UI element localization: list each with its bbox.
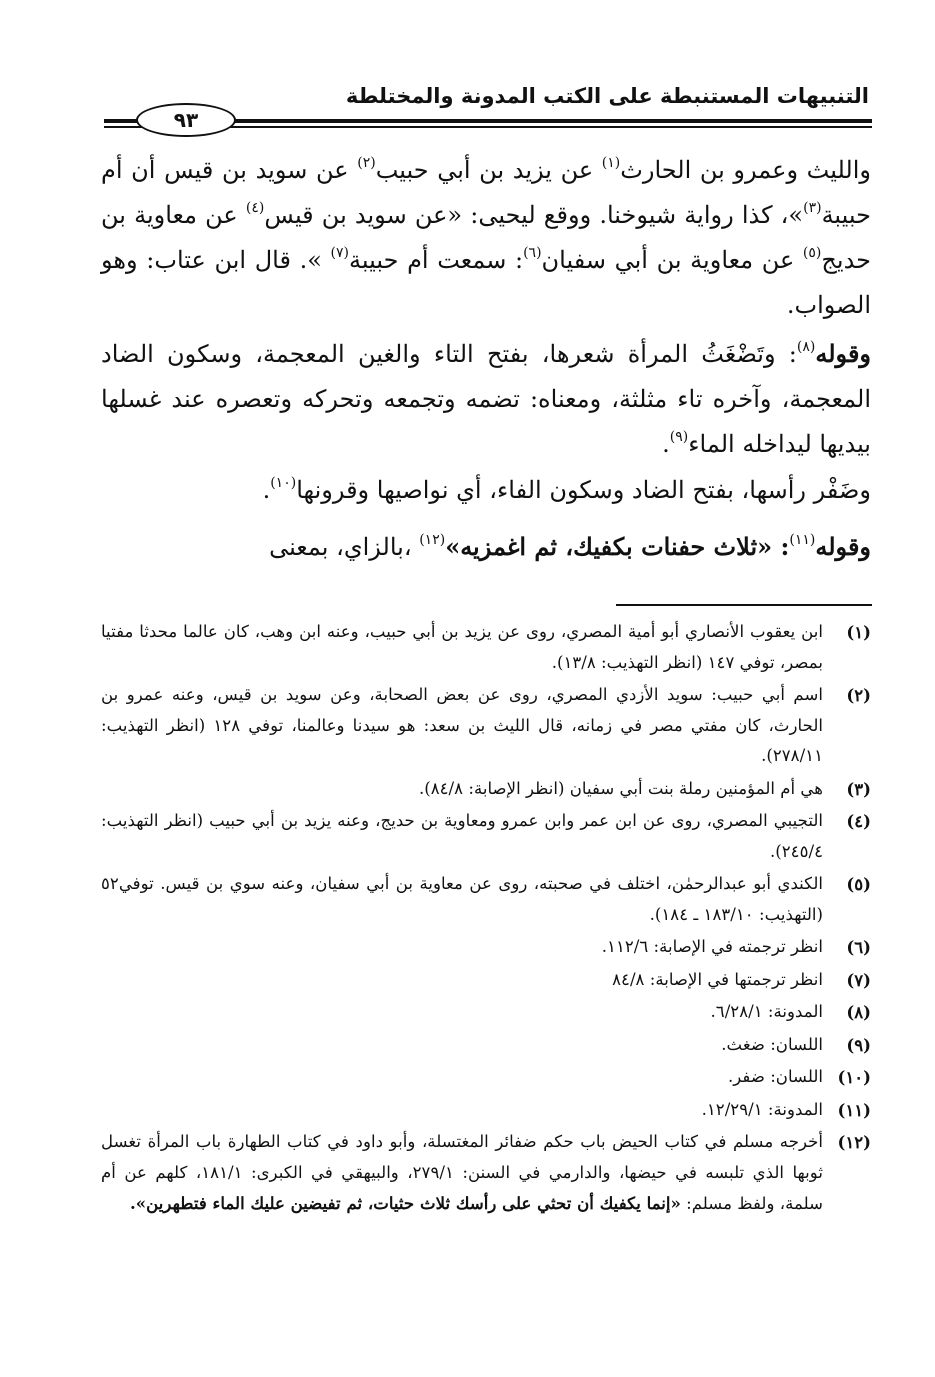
footnote-number: (٢) (846, 685, 871, 705)
footnote-ref[interactable]: (٦) (523, 245, 542, 261)
paragraph-4 (101, 524, 871, 570)
footnote-11 (101, 1095, 871, 1126)
text: عن يزيد بن أبي حبيب (375, 156, 602, 184)
text: . (262, 476, 271, 504)
footnote-text: المدونة: ١٢/٢٩/١. (701, 1099, 823, 1119)
text: : سمعت أم حبيبة (349, 246, 524, 274)
footnote-text: المدونة: ٦/٢٨/١. (710, 1002, 823, 1021)
footnote-ref[interactable]: (١) (601, 155, 621, 171)
paragraph-1 (101, 148, 871, 328)
footnote-text: انظر ترجمتها في الإصابة: ٨٤/٨ (612, 969, 823, 989)
footnote-4 (101, 806, 871, 867)
footnote-ref[interactable]: (١١) (789, 532, 816, 548)
text: عن سويد بن قيس أن أم حبيبة (101, 156, 871, 229)
footnote-number: (٧) (846, 969, 871, 990)
footnote-ref[interactable]: (٧) (330, 245, 349, 261)
footnote-text: اسم أبي حبيب: سويد الأزدي المصري، روى عن بعض الصحابة، وعن سويد بن قيس، وعنه عمرو بن الحارث، كان مفتي مصر في زمانه، قال الليث بن سعد: هو سيدنا وعالمنا، توفي ١٢٨ (انظر التهذيب: ٢٧٨/١١). (101, 685, 823, 765)
paragraph-2 (101, 331, 871, 467)
footnote-quote: «إنما يكفيك أن تحثي على رأسك ثلاث حثيات، ثم تفيضين عليك الماء فتطهرين». (130, 1193, 681, 1213)
footnote-number: (٥) (846, 874, 871, 894)
footnote-ref[interactable]: (١٠) (270, 475, 297, 491)
footnote-5 (101, 869, 871, 930)
footnote-number: (٤) (846, 811, 871, 831)
footnote-ref[interactable]: (٨) (796, 339, 816, 355)
footnote-9 (101, 1030, 871, 1061)
text: وضَفْر رأسها، بفتح الضاد وسكون الفاء، أي نواصيها وقرونها (296, 476, 871, 504)
text: والليث وعمرو بن الحارث (620, 156, 872, 184)
footnote-number: (٦) (846, 937, 871, 957)
text: ». قال ابن عتاب: وهو الصواب. (101, 246, 871, 319)
text: ،بالزاي، بمعنى (269, 533, 420, 561)
quoted-hadith: : «ثلاث حفنات بكفيك، ثم اغمزيه» (445, 532, 790, 561)
footnote-text: انظر ترجمته في الإصابة: ١١٢/٦. (601, 937, 823, 956)
footnotes (101, 617, 871, 1222)
footnote-10 (101, 1062, 871, 1093)
footnote-ref[interactable]: (٥) (802, 245, 822, 261)
footnote-1 (101, 617, 871, 678)
footnote-ref[interactable]: (١٢) (419, 532, 446, 548)
text: عن معاوية بن أبي سفيان (541, 246, 803, 274)
page-number-badge (136, 103, 236, 137)
text: »، كذا رواية شيوخنا. ووقع ليحيى: «عن سويد بن قيس (264, 201, 804, 229)
footnote-ref[interactable]: (٣) (803, 200, 822, 216)
footnote-7 (101, 965, 871, 996)
footnote-number: (١٢) (837, 1132, 871, 1152)
footnote-text: هي أم المؤمنين رملة بنت أبي سفيان (انظر الإصابة: ٨٤/٨). (418, 778, 823, 798)
footnote-ref[interactable]: (٤) (245, 200, 265, 216)
footnote-number: (١٠) (837, 1067, 871, 1087)
running-title: التنبيهات المستنبطة على الكتب المدونة والمختلطة (345, 84, 869, 108)
footnote-number: (١١) (837, 1099, 871, 1120)
footnote-6 (101, 932, 871, 963)
footnote-text: ابن يعقوب الأنصاري أبو أمية المصري، روى عن يزيد بن أبي حبيب، وعنه ابن وهب، كان عالما محدثا مفتيا بمصر، توفي ١٤٧ (انظر التهذيب: ١٣/٨). (101, 622, 823, 672)
text: . (662, 430, 670, 458)
footnote-ref[interactable]: (٩) (669, 429, 689, 445)
footnote-text: اللسان: ضغث. (721, 1034, 823, 1054)
lead-word: وقوله (815, 339, 871, 368)
footnote-2 (101, 680, 871, 772)
footnote-separator (616, 604, 872, 606)
paragraph-3 (101, 468, 871, 513)
footnote-number: (٩) (846, 1034, 871, 1055)
footnote-12 (101, 1127, 871, 1220)
footnote-3 (101, 774, 871, 805)
footnote-ref[interactable]: (٢) (357, 155, 376, 171)
footnote-text: التجيبي المصري، روى عن ابن عمر وابن عمرو ومعاوية بن حديج، وعنه يزيد بن أبي حبيب (انظر التهذيب: ٢٤٥/٤). (101, 811, 823, 861)
footnote-text (101, 1127, 823, 1220)
footnote-8 (101, 997, 871, 1028)
footnote-text: اللسان: ضفر. (728, 1067, 823, 1086)
footnote-text-body: أخرجه مسلم في كتاب الحيض باب حكم ضفائر المغتسلة، وأبو داود في كتاب الطهارة باب المرأة تغسل ثوبها الذي تلبسه في حيضها، والدارمي في السنن: ٢٧٩/١، والبيهقي في الكبرى: ١٨١/١، كلهم عن أم سلمة، ولفظ مسلم: (101, 1132, 823, 1213)
text: : وتَضْغَثُ المرأة شعرها، بفتح التاء والغين المعجمة، وسكون الضاد المعجمة، وآخره تاء مثلثة، ومعناه: تضمه وتجمعه وتحركه وتعصره عند غسلها بيديها ليداخله الماء (101, 340, 871, 458)
footnote-number: (١) (846, 622, 871, 642)
page-number: ٩٣ (173, 108, 199, 132)
text: عن معاوية بن حديج (101, 201, 871, 274)
footnote-number: (٣) (846, 778, 871, 799)
lead-word: وقوله (815, 532, 871, 561)
footnote-text: الكندي أبو عبدالرحمٰن، اختلف في صحبته، روى عن معاوية بن أبي سفيان، وعنه سوي بن قيس. توفي٥٢ (التهذيب: ١٨٣/١٠ ـ ١٨٤). (101, 874, 823, 924)
footnote-number: (٨) (846, 1002, 871, 1022)
